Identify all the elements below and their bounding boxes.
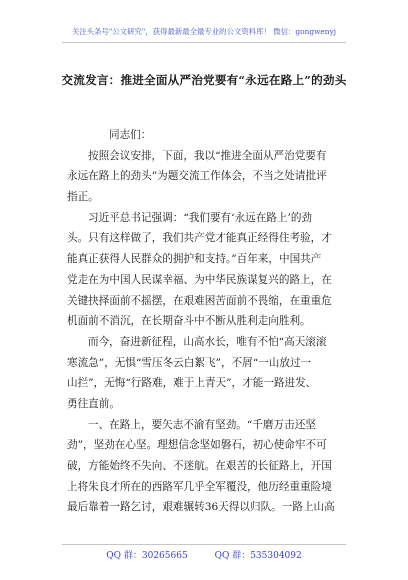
document-title: 交流发言：推进全面从严治党要有“永远在路上”的劲头 [61,73,347,87]
paragraph-line: 上将朱良才所在的西路军几乎全军覆没，他历经重重险境 [67,480,332,493]
header-promo-note: 关注头条号"公文研究"，获得最新最全最专业的公文资料库！ 微信：gongwenyj [71,27,337,36]
paragraph-line: 而今，奋进新征程，山高水长，唯有不怕“高天滚滚 [88,335,327,348]
document-body [67,125,358,518]
salutation-line: 同志们： [109,129,152,141]
paragraph-line: 能真正获得人民群众的拥护和支持。”百年来，中国共产 [67,253,322,266]
header-divider [62,42,346,43]
paragraph-line: 破，方能始终不失向、不迷航。在艰苦的长征路上，开国 [67,460,332,472]
footer-contacts [0,548,408,561]
paragraph-line: 永远在路上的劲头”为题交流工作体会，不当之处请批评 [67,170,327,183]
paragraph-line: 关键抉择面前不摇摆，在艰难困苦面前不畏缩，在重重危 [67,294,332,307]
paragraph-line: 劲”，坚劲在心坚。理想信念坚如磐石，初心使命牢不可 [67,439,327,452]
paragraph-line: 按照会议安排，下面，我以“推进全面从严治党要有 [88,149,327,162]
paragraph-line: 寒流急”，无惧“雪压冬云白絮飞”，不屑“一山放过一 [67,356,312,369]
paragraph-line: 最后靠着一路乞讨，艰难辗转36天得以归队。一路上山高 [67,501,335,514]
paragraph-line: 一、在路上，要矢志不渝有坚劲。“千磨万击还坚 [88,418,316,431]
qq-group-2: QQ 群：535304092 [214,551,302,561]
qq-group-1: QQ 群：30265665 [106,551,188,561]
footer-divider [62,544,346,545]
paragraph-line: 习近平总书记强调：“我们要有‘永远在路上’的劲 [88,211,313,224]
paragraph-line: 山拦”，无悔“行路难，难于上青天”，才能一路进发、 [67,377,317,390]
paragraph-line: 指正。 [67,191,99,204]
paragraph-line: 头。只有这样做了，我们共产党才能真正经得住考验，才 [67,232,332,245]
paragraph-line: 党走在为中国人民谋幸福、为中华民族谋复兴的路上，在 [67,273,332,286]
paragraph-line: 机面前不消沉，在长期奋斗中不断从胜利走向胜利。 [67,315,311,328]
paragraph-line: 勇往直前。 [67,397,120,410]
